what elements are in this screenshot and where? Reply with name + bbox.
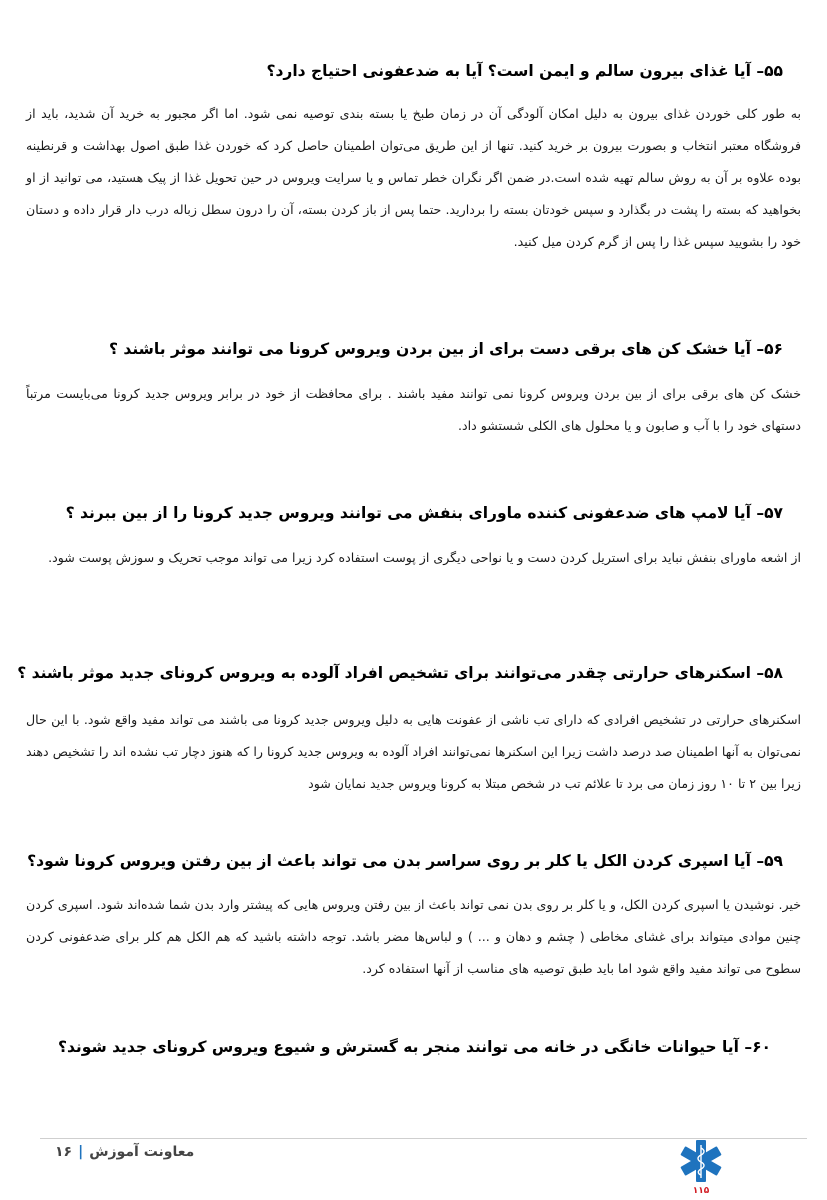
- footer-separator: |: [78, 1144, 84, 1160]
- question-55-title: ۵۵– آیا غذای بیرون سالم و ایمن است؟ آیا به ضدعفونی احتیاج دارد؟: [266, 62, 783, 80]
- question-55-answer: به طور کلی خوردن غذای بیرون به دلیل امکان آلودگی آن در زمان طبخ یا بسته بندی توصیه نمی شود. اما اگر مجبور به خرید آن شدید، باید از فروشگاه معتبر انتخاب و بصورت بیرون بر خرید کنید. تنها از این طریق می‌توان اطمینان حاصل کرد که خوردن غذا طبق اصول بهداشت و قرنطینه بوده علاوه بر آن به روش سالم تهیه شده است.در ضمن اگر نگران خطر تماس و یا سرایت ویروس در حین تحویل غذا از پیک هستید، می توانید از او بخواهید که بسته را پشت در بگذارد و سپس خودتان بسته را بردارید. حتما پس از باز کردن بسته، آن را درون سطل زباله درب دار قرار داده و دستان خود را بشویید سپس غذا را پس از گرم کردن میل کنید.: [26, 106, 801, 249]
- question-59-answer: خیر. نوشیدن یا اسپری کردن الکل، و یا کلر بر روی بدن نمی تواند باعث از بین رفتن ویروس هایی که پیشتر وارد بدن شما شده‌اند شود. اسپری کردن چنین موادی میتواند برای غشای مخاطی ( چشم و دهان و ... ) و لباس‌ها مضر باشد. توجه داشته باشید که هم الکل هم کلر برای ضدعفونی کردن سطوح می تواند مفید واقع شود اما باید طبق توصیه های مناسب از آنها استفاده کرد.: [26, 897, 801, 976]
- question-58-title: ۵۸– اسکنرهای حرارتی چقدر می‌توانند برای تشخیص افراد آلوده به ویروس کرونای جدید موثر باشند ؟: [17, 664, 783, 682]
- emergency-logo: [678, 1138, 724, 1196]
- question-58-answer: اسکنرهای حرارتی در تشخیص افرادی که دارای تب ناشی از عفونت هایی به دلیل ویروس جدید کرونا می باشند می تواند مفید واقع شود. با این حال نمی‌توان به آنها اطمینان صد درصد داشت زیرا این اسکنرها نمی‌توانند افراد آلوده به ویروس جدید کرونا را که هنوز دچار تب نشده اند را تشخیص دهند زیرا بین ۲ تا ۱۰ روز زمان می برد تا علائم تب در شخص مبتلا به کرونا ویروس جدید نمایان شود: [26, 712, 801, 791]
- page-number: ۱۶: [55, 1144, 73, 1160]
- question-57-title: ۵۷– آیا لامپ های ضدعفونی کننده ماورای بنفش می توانند ویروس جدید کرونا را از بین ببرند ؟: [65, 504, 783, 522]
- question-57-answer: از اشعه ماورای بنفش نباید برای استریل کردن دست و یا نواحی دیگری از پوست استفاده کرد زیرا می تواند موجب تحریک و سوزش پوست شود.: [48, 550, 801, 565]
- question-59-title: ۵۹– آیا اسپری کردن الکل یا کلر بر روی سراسر بدن می تواند باعث از بین رفتن ویروس کرونا شود؟: [27, 852, 783, 870]
- footer-department: معاونت آموزش: [89, 1144, 195, 1160]
- logo-number: ۱۱۵: [692, 1186, 710, 1196]
- footer-label: [55, 1144, 194, 1160]
- star-of-life-icon: [678, 1138, 724, 1184]
- question-56-title: ۵۶– آیا خشک کن های برقی دست برای از بین بردن ویروس کرونا می توانند موثر باشند ؟: [109, 340, 783, 358]
- question-60-title: ۶۰– آیا حیوانات خانگی در خانه می توانند منجر به گسترش و شیوع ویروس کرونای جدید شوند؟: [57, 1038, 771, 1056]
- question-56-answer: خشک کن های برقی برای از بین بردن ویروس کرونا نمی توانند مفید باشند . برای محافظت از خود در برابر ویروس جدید کرونا می‌بایست مرتباً دستهای خود را با آب و صابون و یا محلول های الکلی شستشو داد.: [26, 386, 801, 433]
